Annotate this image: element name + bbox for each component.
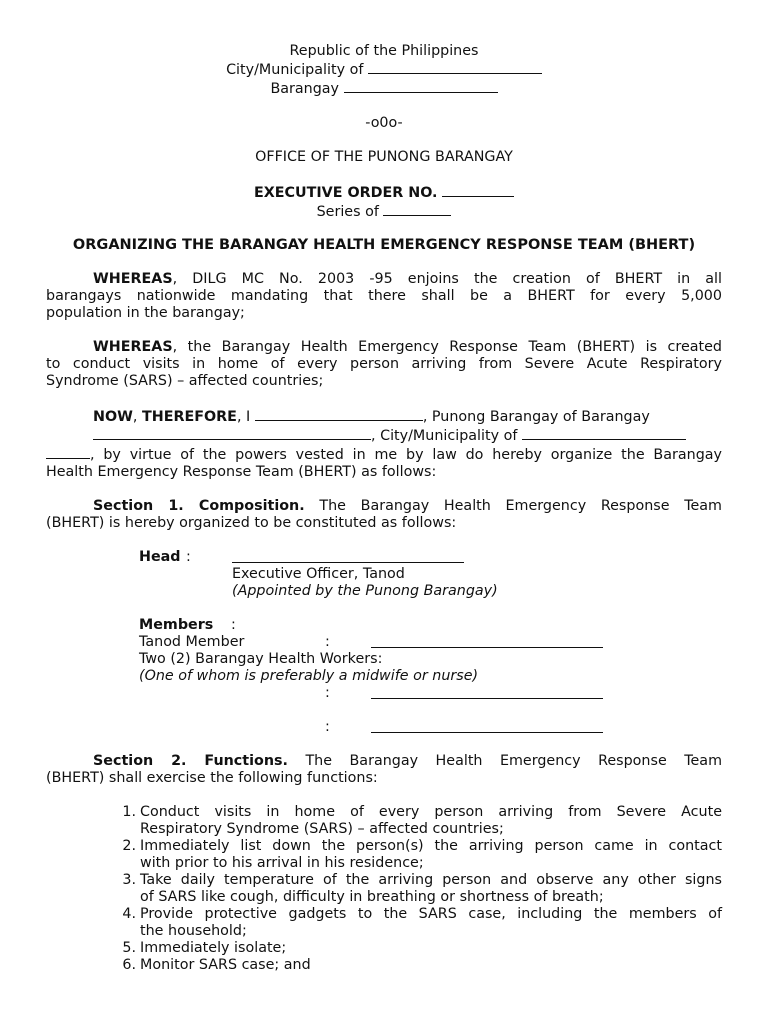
function-text-cont: with prior to his arrival in his residence; bbox=[140, 855, 424, 871]
section-1-text: The Barangay Health Emergency Response Team bbox=[304, 498, 722, 514]
head-name-blank bbox=[232, 549, 464, 563]
section-2-line2: (BHERT) shall exercise the following functions: bbox=[46, 770, 378, 786]
city-blank bbox=[368, 60, 542, 74]
header-separator: -o0o- bbox=[365, 115, 403, 131]
whereas-2-lead: WHEREAS bbox=[93, 339, 173, 355]
whereas-2-line3: Syndrome (SARS) – affected countries; bbox=[46, 373, 324, 389]
punong-name-blank bbox=[255, 407, 423, 421]
now-line4: Health Emergency Response Team (BHERT) as follows: bbox=[46, 464, 437, 480]
function-text: Conduct visits in home of every person arriving from Severe Acute bbox=[140, 804, 722, 820]
now-comma: , bbox=[132, 409, 142, 425]
series-blank bbox=[383, 202, 451, 216]
header-country: Republic of the Philippines bbox=[289, 43, 479, 59]
barangay-name-blank bbox=[93, 426, 371, 440]
section-2-paragraph bbox=[46, 753, 722, 787]
function-item bbox=[122, 957, 722, 974]
health-workers-label: Two (2) Barangay Health Workers: bbox=[139, 651, 383, 667]
function-number: 6. bbox=[122, 957, 136, 973]
function-item bbox=[122, 906, 722, 940]
health-worker-1-blank bbox=[371, 685, 603, 699]
function-text: Immediately isolate; bbox=[140, 940, 287, 956]
tanod-member-label: Tanod Member bbox=[139, 634, 245, 650]
whereas-2-text: , the Barangay Health Emergency Response Team (BHERT) is created bbox=[172, 339, 722, 355]
document-page bbox=[46, 43, 722, 974]
function-text: Monitor SARS case; and bbox=[140, 957, 311, 973]
function-item bbox=[122, 940, 722, 957]
head-note: (Appointed by the Punong Barangay) bbox=[232, 583, 498, 599]
function-number: 3. bbox=[122, 872, 136, 888]
function-text: Take daily temperature of the arriving person and observe any other signs bbox=[140, 872, 722, 888]
province-blank bbox=[46, 445, 90, 459]
whereas-1-lead: WHEREAS bbox=[93, 271, 173, 287]
order-title bbox=[46, 237, 722, 254]
function-item bbox=[122, 804, 722, 838]
functions-list bbox=[46, 804, 722, 974]
function-text: Immediately list down the person(s) the arriving person came in contact bbox=[140, 838, 722, 854]
head-label: Head bbox=[139, 549, 181, 565]
now-therefore-paragraph bbox=[46, 407, 722, 481]
function-text-cont: Respiratory Syndrome (SARS) – affected countries; bbox=[140, 821, 504, 837]
function-text-cont: of SARS like cough, difficulty in breathing or shortness of breath; bbox=[140, 889, 604, 905]
therefore-lead: THEREFORE bbox=[141, 409, 237, 425]
whereas-2-line2: to conduct visits in home of every person arriving from Severe Acute Respiratory bbox=[46, 356, 722, 372]
head-role: Executive Officer, Tanod bbox=[232, 566, 405, 582]
barangay-blank bbox=[344, 79, 498, 93]
health-worker-row-1 bbox=[46, 685, 722, 702]
order-label: EXECUTIVE ORDER NO. bbox=[253, 185, 438, 201]
tanod-member-colon: : bbox=[325, 634, 330, 650]
order-title-text: ORGANIZING THE BARANGAY HEALTH EMERGENCY RESPONSE TEAM (BHERT) bbox=[72, 237, 696, 253]
function-text-cont: the household; bbox=[140, 923, 247, 939]
series-line bbox=[46, 202, 722, 221]
now-lead: NOW bbox=[93, 409, 133, 425]
whereas-1-line3: population in the barangay; bbox=[46, 305, 245, 321]
header-city-label: City/Municipality of bbox=[226, 62, 364, 78]
health-worker-2-colon: : bbox=[325, 719, 330, 735]
now-line3-text: , by virtue of the powers vested in me by law do hereby organize the Barangay bbox=[90, 447, 722, 463]
header-barangay-label: Barangay bbox=[270, 81, 340, 97]
head-row bbox=[46, 549, 722, 566]
header-barangay-line bbox=[46, 79, 722, 98]
whereas-paragraph-2 bbox=[46, 339, 722, 390]
head-colon: : bbox=[186, 549, 191, 565]
now-punong-text: , Punong Barangay of Barangay bbox=[422, 409, 650, 425]
tanod-member-row bbox=[46, 634, 722, 651]
header-city-line bbox=[46, 60, 722, 79]
function-number: 5. bbox=[122, 940, 136, 956]
order-number-line bbox=[46, 183, 722, 202]
function-number: 1. bbox=[122, 804, 136, 820]
function-text: Provide protective gadgets to the SARS case, including the members of bbox=[140, 906, 722, 922]
section-1-paragraph bbox=[46, 498, 722, 532]
whereas-paragraph-1 bbox=[46, 271, 722, 322]
office-heading: OFFICE OF THE PUNONG BARANGAY bbox=[255, 149, 513, 165]
tanod-member-blank bbox=[371, 634, 603, 648]
whereas-1-line2: barangays nationwide mandating that there shall be a BHERT for every 5,000 bbox=[46, 288, 722, 304]
members-row bbox=[46, 617, 722, 634]
function-number: 4. bbox=[122, 906, 136, 922]
now-i-text: , I bbox=[236, 409, 255, 425]
function-item bbox=[122, 872, 722, 906]
members-colon: : bbox=[231, 617, 236, 633]
series-label: Series of bbox=[316, 204, 379, 220]
function-number: 2. bbox=[122, 838, 136, 854]
order-number-blank bbox=[442, 183, 514, 197]
health-worker-2-blank bbox=[371, 719, 603, 733]
section-2-text: The Barangay Health Emergency Response Team bbox=[287, 753, 722, 769]
now-city-text: , City/Municipality of bbox=[371, 428, 522, 444]
section-1-heading: Section 1. Composition. bbox=[93, 498, 305, 514]
health-workers-note: (One of whom is preferably a midwife or nurse) bbox=[139, 668, 479, 684]
health-worker-row-2 bbox=[46, 719, 722, 736]
health-worker-1-colon: : bbox=[325, 685, 330, 701]
function-item bbox=[122, 838, 722, 872]
whereas-1-text: , DILG MC No. 2003 -95 enjoins the creation of BHERT in all bbox=[172, 271, 722, 287]
city-name-blank bbox=[522, 426, 686, 440]
section-1-line2: (BHERT) is hereby organized to be constituted as follows: bbox=[46, 515, 457, 531]
section-2-heading: Section 2. Functions. bbox=[93, 753, 288, 769]
members-label: Members bbox=[139, 617, 214, 633]
